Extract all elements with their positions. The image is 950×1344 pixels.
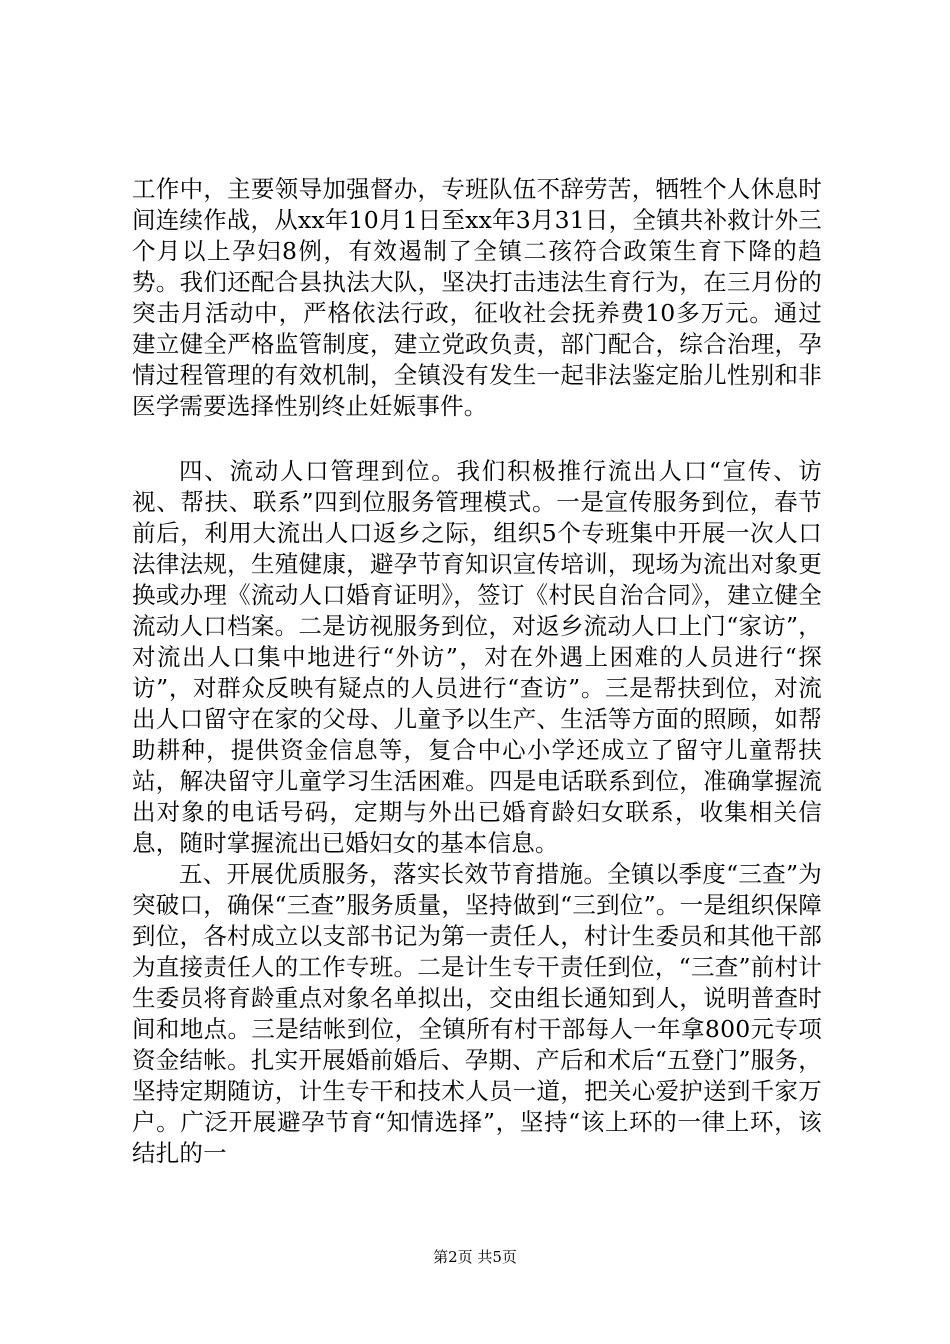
paragraph-floating-population: 四、流动人口管理到位。我们积极推行流出人口“宣传、访视、帮扶、联系”四到位服务管理模式。一是宣传服务到位，春节前后，利用大流出人口返乡之际，组织5个专班集中开展一次人口法律法规，生殖健康，避孕节育知识宣传培训，现场为流出对象更换或办理《流动人口婚育证明》，签订《村民自治合同》，建立健全流动人口档案。二是访视服务到位，对返乡流动人口上门“家访”，对流出人口集中地进行“外访”，对在外遇上困难的人员进行“探访”，对群众反映有疑点的人员进行“查访”。三是帮扶到位，对流出人口留守在家的父母、儿童予以生产、生活等方面的照顾，如帮助耕种，提供资金信息等，复合中心小学还成立了留守儿童帮扶站，解决留守儿童学习生活困难。四是电话联系到位，准确掌握流出对象的电话号码，定期与外出已婚育龄妇女联系，收集相关信息，随时掌握流出已婚妇女的基本信息。 [132, 457, 822, 857]
page-number-footer: 第2页 共5页 [433, 1248, 517, 1266]
document-body [132, 174, 822, 1169]
paragraph-continued: 工作中，主要领导加强督办，专班队伍不辞劳苦，牺牲个人休息时间连续作战，从xx年10月1日至xx年3月31日，全镇共补救计外三个月以上孕妇8例，有效遏制了全镇二孩符合政策生育下降的趋势。我们还配合县执法大队，坚决打击违法生育行为，在三月份的突击月活动中，严格依法行政，征收社会抚养费10多万元。通过建立健全严格监管制度，建立党政负责，部门配合，综合治理，孕情过程管理的有效机制，全镇没有发生一起非法鉴定胎儿性别和非医学需要选择性别终止妊娠事件。 [132, 175, 822, 420]
paragraph-gap [132, 422, 822, 456]
paragraph-quality-service: 五、开展优质服务，落实长效节育措施。全镇以季度“三查”为突破口，确保“三查”服务质量，坚持做到“三到位”。一是组织保障到位，各村成立以支部书记为第一责任人，村计生委员和其他干部为直接责任人的工作专班。二是计生专干责任到位，“三查”前村计生委员将育龄重点对象名单拟出，交由组长通知到人，说明普查时间和地点。三是结帐到位，全镇所有村干部每人一年拿800元专项资金结帐。扎实开展婚前婚后、孕期、产后和术后“五登门”服务，坚持定期随访，计生专干和技术人员一道，把关心爱护送到千家万户。广泛开展避孕节育“知情选择”，坚持“该上环的一律上环，该结扎的一 [132, 860, 822, 1167]
